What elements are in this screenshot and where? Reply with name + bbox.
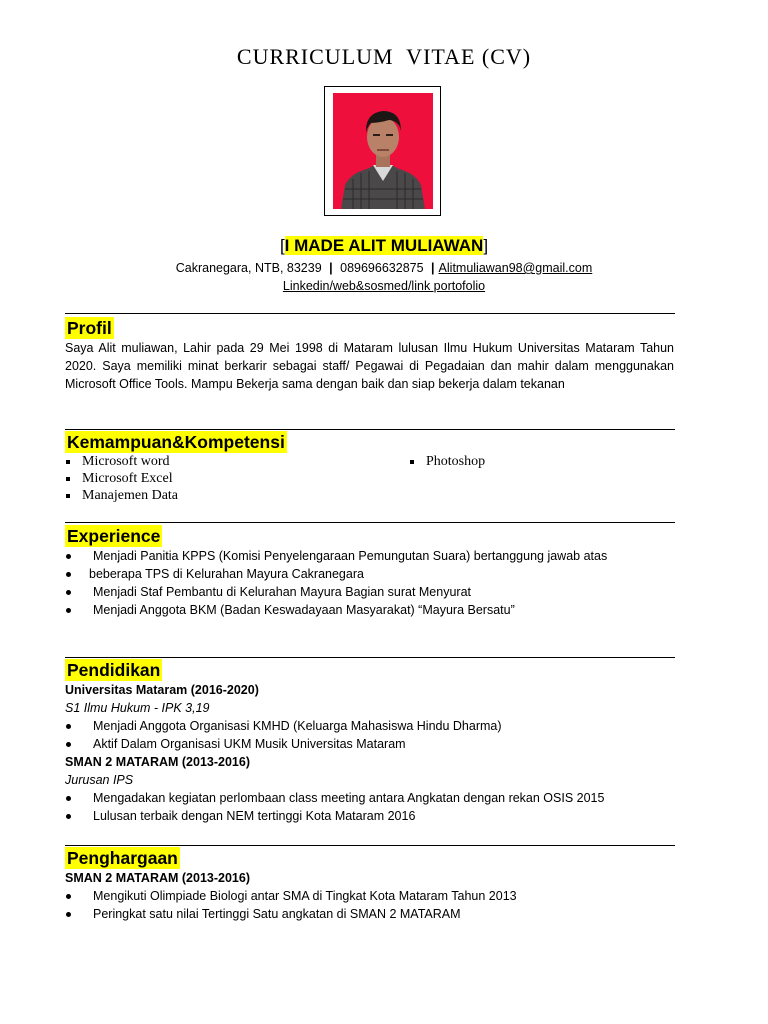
list-item: Lulusan terbaik dengan NEM tertinggi Kota Mataram 2016 bbox=[65, 807, 675, 825]
phone: 089696632875 bbox=[340, 261, 424, 275]
list-item: Peringkat satu nilai Tertinggi Satu angkatan di SMAN 2 MATARAM bbox=[65, 905, 675, 923]
divider bbox=[65, 522, 675, 523]
full-name: I MADE ALIT MULIAWAN bbox=[284, 236, 484, 255]
school-name: SMAN 2 MATARAM (2013-2016) bbox=[65, 755, 250, 769]
list-item: Menjadi Staf Pembantu di Kelurahan Mayura Bagian surat Menyurat bbox=[65, 583, 675, 601]
section-title-pendidikan: Pendidikan bbox=[67, 660, 161, 680]
divider bbox=[65, 845, 675, 846]
divider bbox=[65, 657, 675, 658]
skills-list-left bbox=[64, 453, 178, 504]
cv-title: CURRICULUM VITAE (CV) bbox=[236, 44, 532, 69]
profil-text: Saya Alit muliawan, Lahir pada 29 Mei 1998 di Mataram lulusan Ilmu Hukum Universitas Mataram Tahun 2020. Saya memiliki minat berkarir sebagai staff/ Pegawai di Pegadaian dan mahir dalam menggunakan Microsoft Office Tools. Mampu Bekerja sama dengan baik dan siap bekerja dalam tekanan bbox=[65, 341, 674, 391]
list-item: Menjadi Anggota BKM (Badan Keswadayaan Masyarakat) “Mayura Bersatu” bbox=[65, 601, 675, 619]
list-item: Menjadi Anggota Organisasi KMHD (Keluarga Mahasiswa Hindu Dharma) bbox=[65, 717, 675, 735]
separator: | bbox=[329, 261, 333, 275]
list-item: Mengadakan kegiatan perlombaan class meeting antara Angkatan dengan rekan OSIS 2015 bbox=[65, 789, 675, 807]
separator: | bbox=[431, 261, 435, 275]
school-major: Jurusan IPS bbox=[65, 773, 134, 787]
list-item: Mengikuti Olimpiade Biologi antar SMA di Tingkat Kota Mataram Tahun 2013 bbox=[65, 887, 675, 905]
divider bbox=[65, 313, 675, 314]
skill-item: Microsoft Excel bbox=[64, 470, 178, 487]
skill-item: Manajemen Data bbox=[64, 487, 178, 504]
profile-photo bbox=[333, 93, 433, 209]
name-bracket-close: ] bbox=[483, 236, 489, 255]
person-portrait-icon bbox=[333, 93, 433, 209]
divider bbox=[65, 429, 675, 430]
portfolio-links[interactable]: Linkedin/web&sosmed/link portofolio bbox=[282, 279, 486, 293]
section-title-penghargaan: Penghargaan bbox=[67, 848, 178, 868]
address: Cakranegara, NTB, 83239 bbox=[175, 261, 322, 275]
email-link[interactable]: Alitmuliawan98@gmail.com bbox=[438, 261, 593, 275]
experience-list bbox=[65, 547, 675, 619]
full-name-line bbox=[0, 236, 768, 256]
university-name: Universitas Mataram (2016-2020) bbox=[65, 683, 259, 697]
school-activities bbox=[65, 789, 675, 825]
list-item-continuation: beberapa TPS di Kelurahan Mayura Cakranegara bbox=[65, 565, 675, 583]
awards-list bbox=[65, 887, 675, 923]
university-activities bbox=[65, 717, 675, 753]
profile-photo-frame bbox=[324, 86, 441, 216]
skills-list-right bbox=[408, 453, 485, 470]
award-school: SMAN 2 MATARAM (2013-2016) bbox=[65, 871, 250, 885]
skill-item: Microsoft word bbox=[64, 453, 178, 470]
section-title-experience: Experience bbox=[67, 526, 161, 546]
list-item: Aktif Dalam Organisasi UKM Musik Universitas Mataram bbox=[65, 735, 675, 753]
name-bracket-open: [ bbox=[279, 236, 285, 255]
university-degree: S1 Ilmu Hukum - IPK 3,19 bbox=[65, 701, 210, 715]
list-item: Menjadi Panitia KPPS (Komisi Penyelengaraan Pemungutan Suara) bertanggung jawab atas bbox=[65, 547, 675, 565]
section-title-profil: Profil bbox=[67, 318, 112, 338]
skill-item: Photoshop bbox=[408, 453, 485, 470]
contact-line bbox=[0, 261, 768, 275]
section-title-skills: Kemampuan&Kompetensi bbox=[67, 432, 285, 452]
